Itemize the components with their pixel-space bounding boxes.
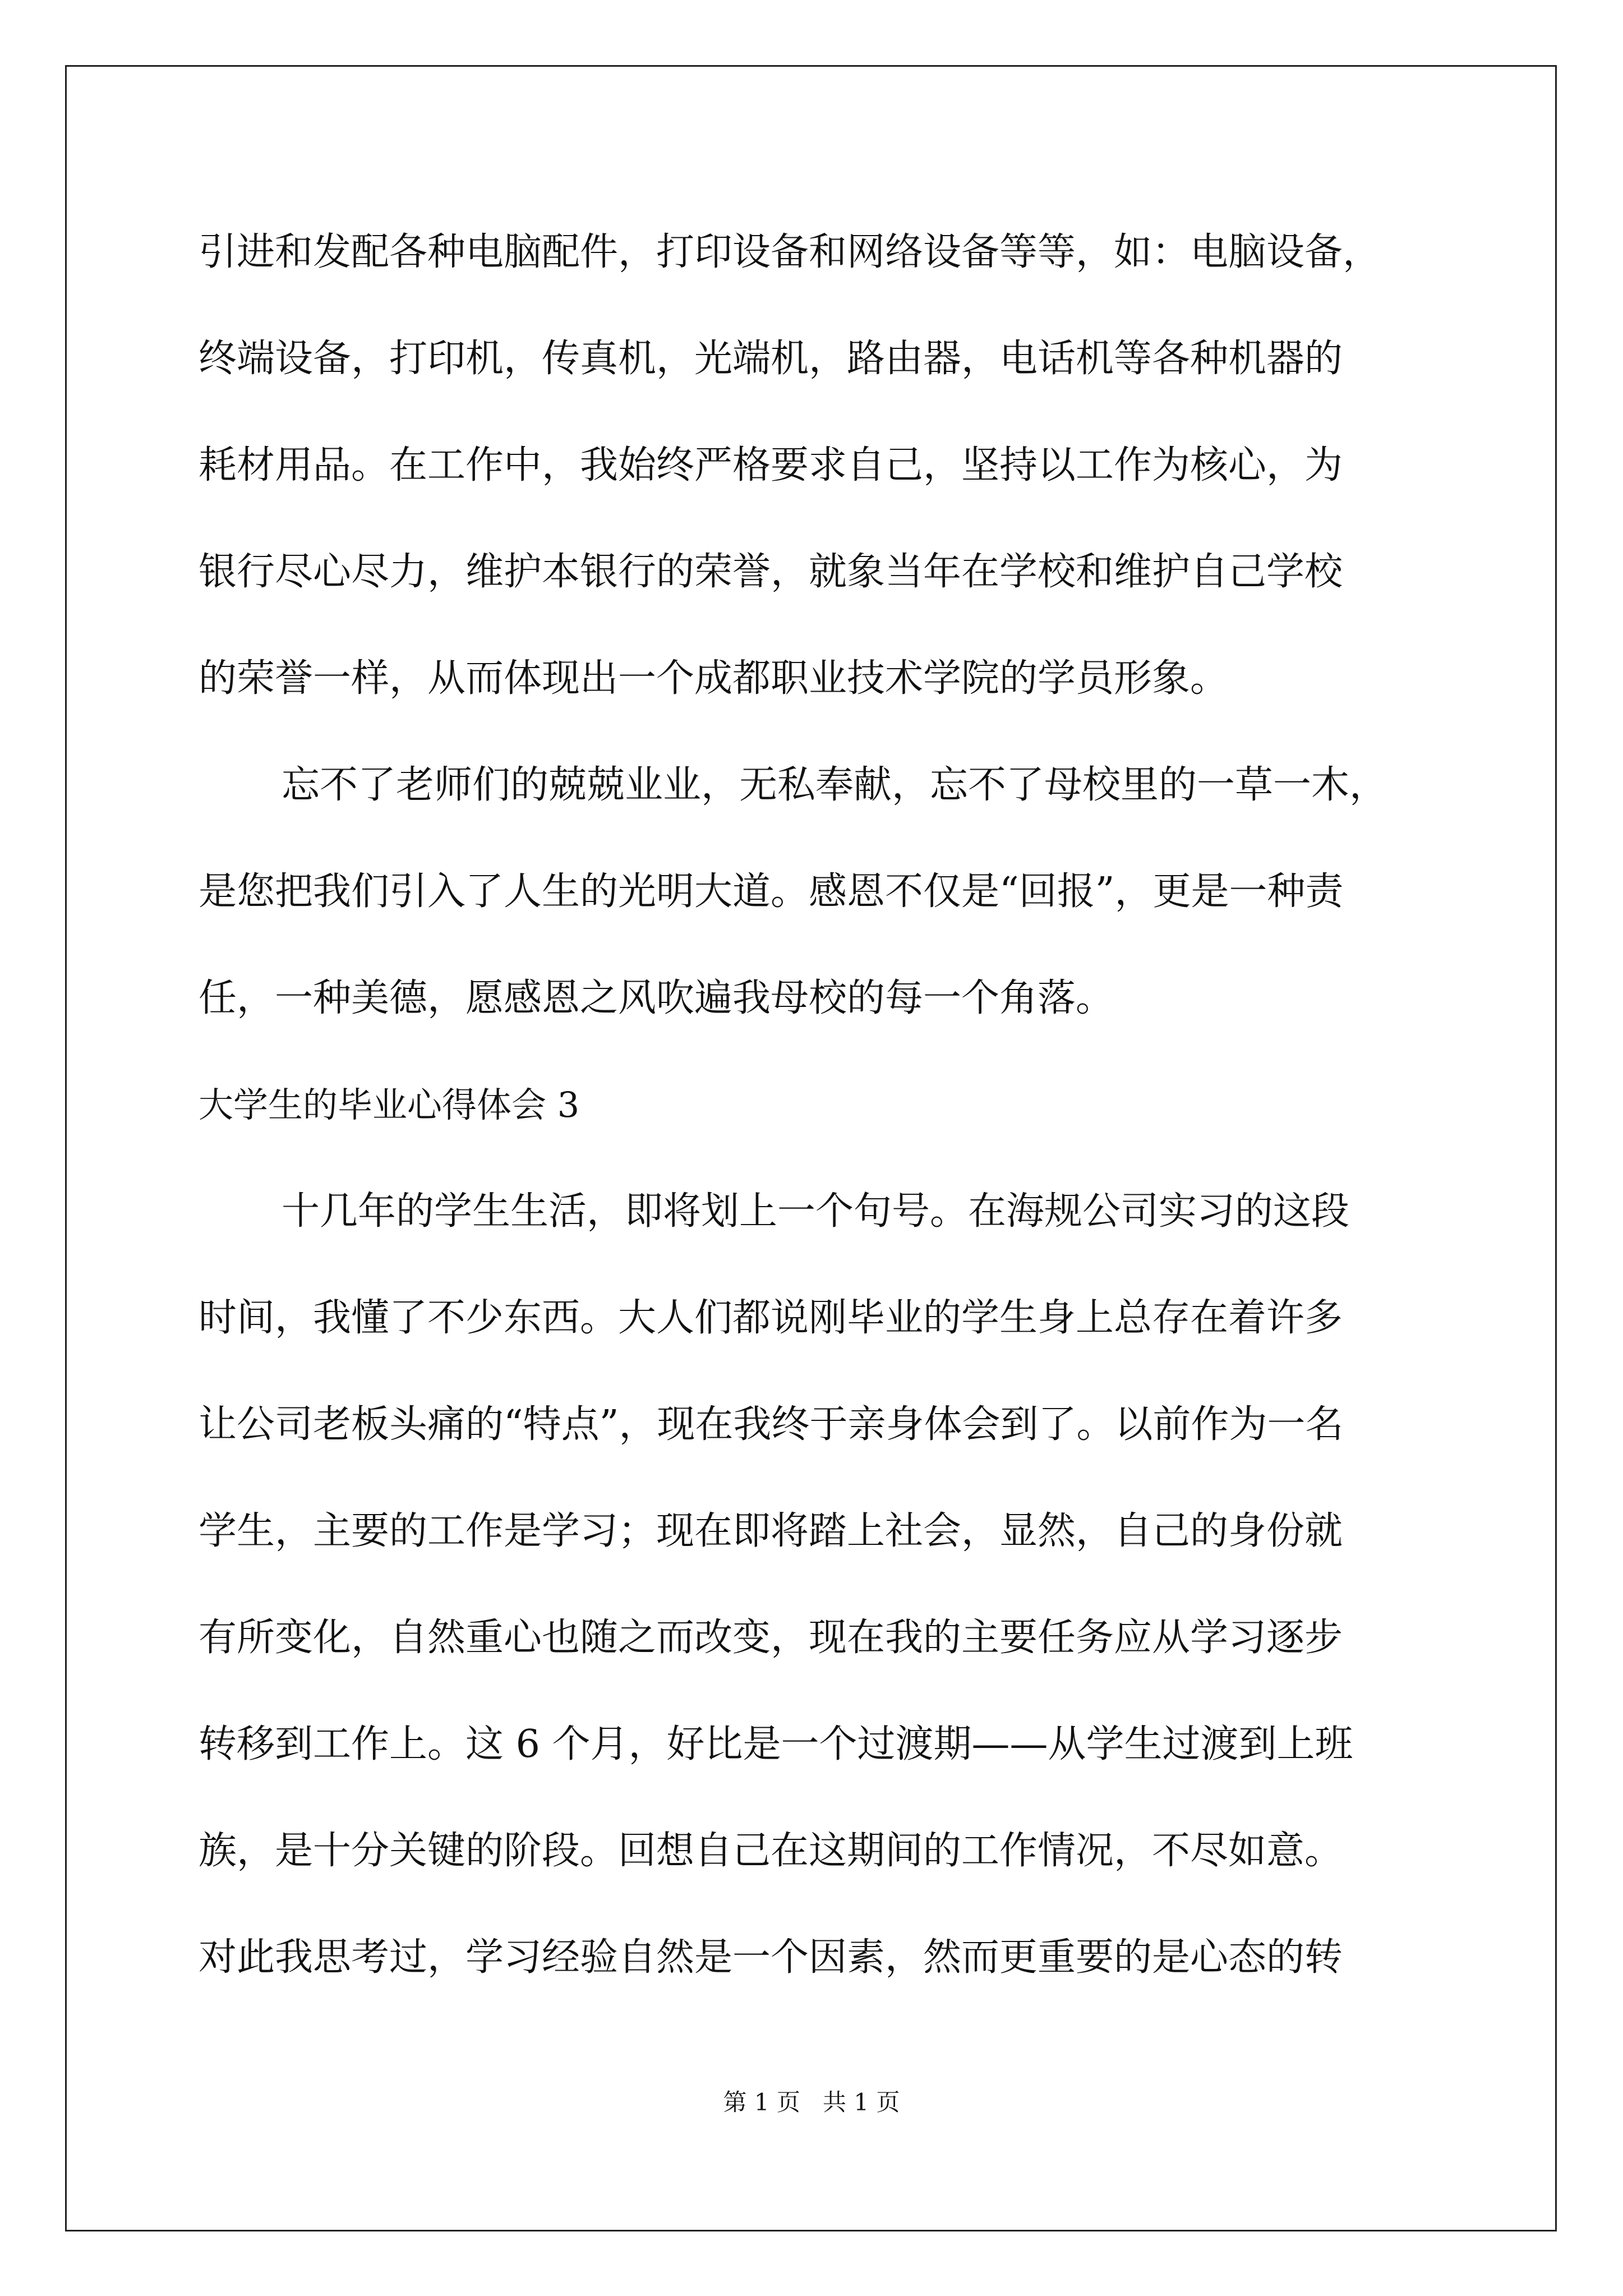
text-line: 对此我思考过，学习经验自然是一个因素，然而更重要的是心态的转 [199, 1935, 1343, 1980]
section-heading: 大学生的毕业心得体会 3 [199, 1084, 580, 1125]
text-line: 族，是十分关键的阶段。回想自己在这期间的工作情况，不尽如意。 [199, 1829, 1343, 1873]
text-line: 转移到工作上。这 6 个月，好比是一个过渡期——从学生过渡到上班 [199, 1722, 1353, 1766]
text-line: 时间，我懂了不少东西。大人们都说刚毕业的学生身上总存在着许多 [199, 1296, 1343, 1340]
page-frame [65, 65, 1557, 2231]
text-line: 十几年的学生生活，即将划上一个句号。在海规公司实习的这段 [282, 1189, 1350, 1234]
text-line: 耗材用品。在工作中，我始终严格要求自己，坚持以工作为核心，为 [199, 443, 1343, 487]
text-line: 让公司老板头痛的“特点”，现在我终于亲身体会到了。以前作为一名 [199, 1402, 1344, 1447]
text-line: 任，一种美德，愿感恩之风吹遍我母校的每一个角落。 [199, 976, 1114, 1020]
text-line: 引进和发配各种电脑配件，打印设备和网络设备等等，如：电脑设备， [199, 230, 1381, 274]
text-line: 忘不了老师们的兢兢业业，无私奉献，忘不了母校里的一草一木， [282, 763, 1388, 807]
page-footer: 第 1 页 共 1 页 [723, 2088, 900, 2116]
text-line: 的荣誉一样，从而体现出一个成都职业技术学院的学员形象。 [199, 656, 1229, 701]
text-line: 学生，主要的工作是学习；现在即将踏上社会，显然，自己的身份就 [199, 1509, 1343, 1553]
text-line: 有所变化，自然重心也随之而改变，现在我的主要任务应从学习逐步 [199, 1616, 1343, 1660]
text-line: 银行尽心尽力，维护本银行的荣誉，就象当年在学校和维护自己学校 [199, 550, 1343, 594]
text-line: 是您把我们引入了人生的光明大道。感恩不仅是“回报”，更是一种责 [199, 869, 1344, 914]
text-line: 终端设备，打印机，传真机，光端机，路由器，电话机等各种机器的 [199, 337, 1343, 381]
